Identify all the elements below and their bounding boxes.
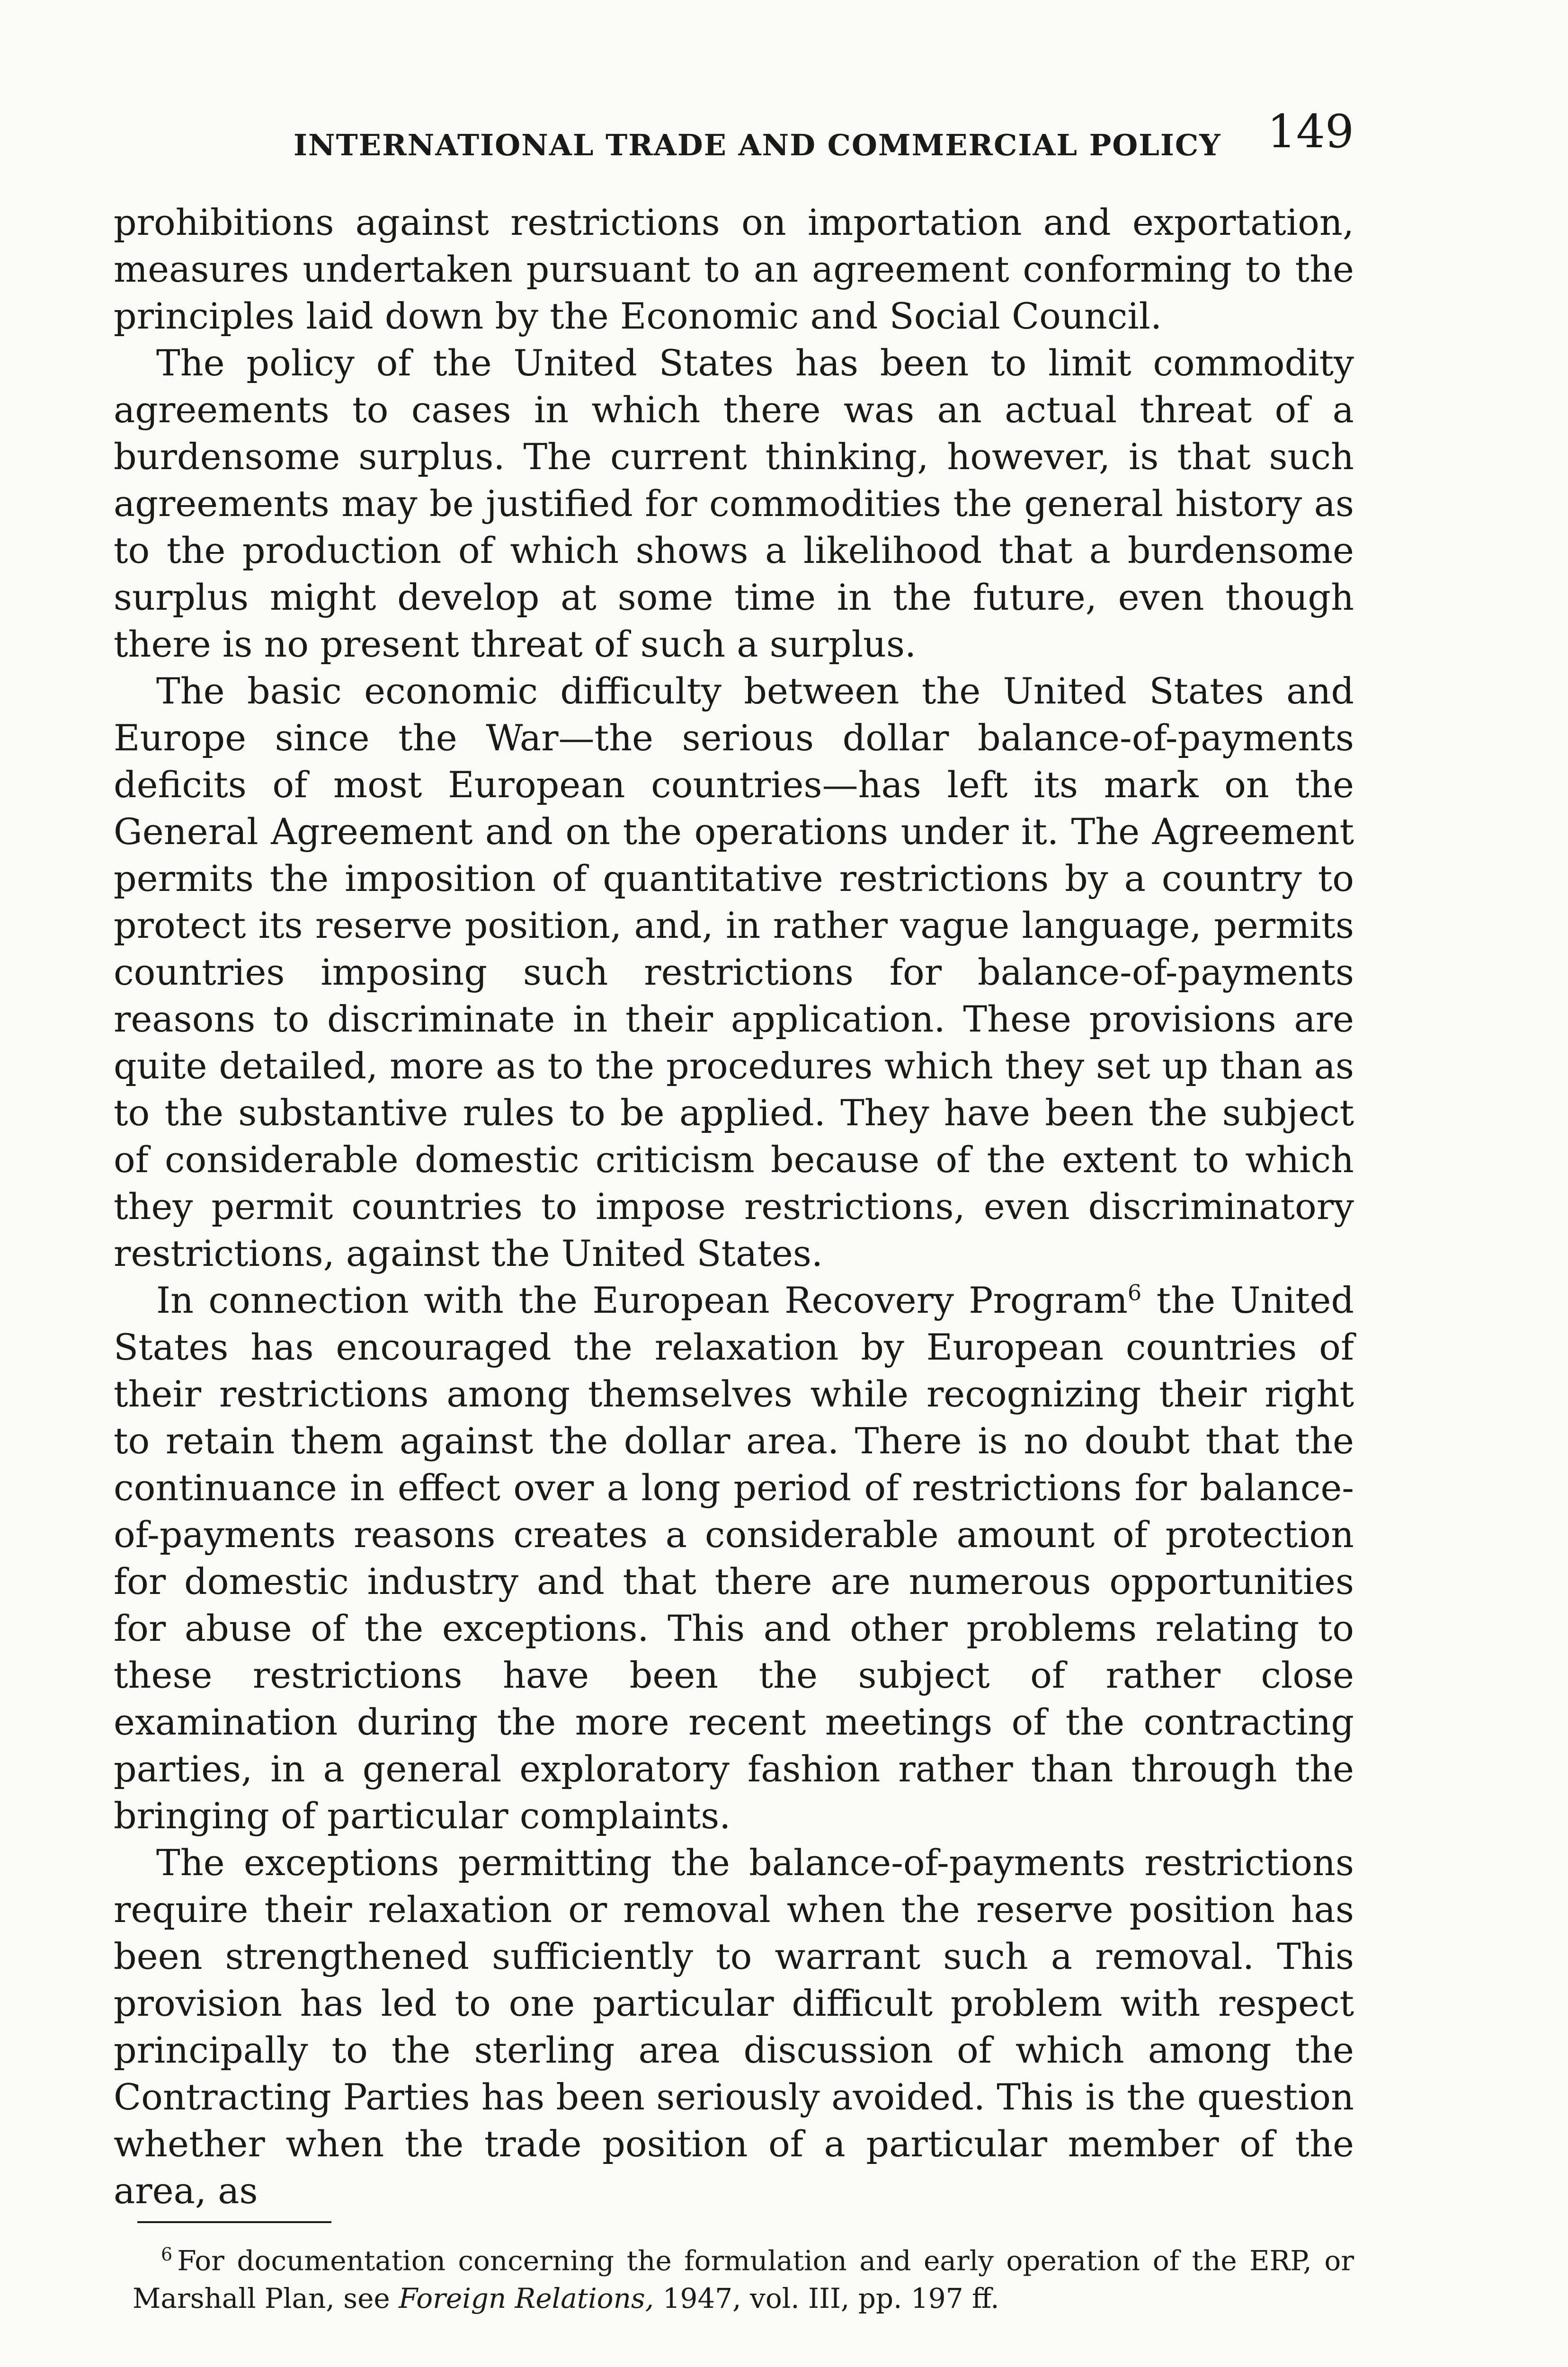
footnote-marker: 6 [161, 2244, 173, 2265]
body-text [114, 199, 1354, 2214]
paragraph-european-recovery [114, 1277, 1354, 1839]
page-number: 149 [1267, 105, 1354, 158]
running-head: INTERNATIONAL TRADE AND COMMERCIAL POLICY [294, 128, 1221, 162]
paragraph-continued: prohibitions against restrictions on importation and exportation, measures undertaken pursuant to an agreement conforming to the principles laid down by the Economic and Social Council. [114, 201, 1354, 337]
erp-text-rest: the United States has encouraged the relaxation by European countries of their restrictions among themselves while recognizing their right to retain them against the dollar area. There is no doubt that the continuance in effect over a long period of restrictions for balance-of-payments reasons creates a considerable amount of protection for domestic industry and that there are numerous opportunities for abuse of the exceptions. This and other problems relating to these restrictions have been the subject of rather close examination during the more recent meetings of the contracting parties, in a general exploratory fashion rather than through the bringing of particular complaints. [114, 1279, 1354, 1837]
footnote-text-end: 1947, vol. III, pp. 197 ff. [654, 2282, 999, 2315]
paragraph-balance-of-payments: The basic economic difficulty between the United States and Europe since the War—the serious dollar balance-of-payments deficits of most European countries—has left its mark on the General Agreement and on the operations under it. The Agreement permits the imposition of quantitative restrictions by a country to protect its reserve position, and, in rather vague language, permits countries imposing such restrictions for balance-of-payments reasons to discriminate in their application. These provisions are quite detailed, more as to the procedures which they set up than as to the substantive rules to be applied. They have been the subject of considerable domestic criticism because of the extent to which they permit countries to impose restrictions, even discriminatory restrictions, against the United States. [114, 670, 1354, 1274]
footnote-text-start: For documentation concerning the formulation and early operation of the ERP, or Marshall Plan, see [133, 2244, 1354, 2315]
footnote-publication-title: Foreign Relations, [399, 2282, 654, 2315]
erp-text-start: In connection with the European Recovery Program [156, 1279, 1128, 1321]
paragraph-commodity-agreements: The policy of the United States has been to limit commodity agreements to cases in which there was an actual threat of a burdensome surplus. The current thinking, however, is that such agreements may be justified for commodities the general history as to the production of which shows a likelihood that a burdensome surplus might develop at some time in the future, even though there is no present threat of such a surplus. [114, 342, 1354, 665]
paragraph-exceptions: The exceptions permitting the balance-of-payments restrictions require their relaxation or removal when the reserve position has been strengthened sufficiently to warrant such a removal. This provision has led to one particular difficult problem with respect principally to the sterling area discussion of which among the Contracting Parties has been seriously avoided. This is the question whether when the trade position of a particular member of the area, as [114, 1842, 1354, 2212]
footnote-reference: 6 [1127, 1280, 1142, 1306]
page-header [114, 105, 1354, 166]
footnote [133, 2235, 1354, 2317]
footnote-divider [137, 2221, 331, 2223]
